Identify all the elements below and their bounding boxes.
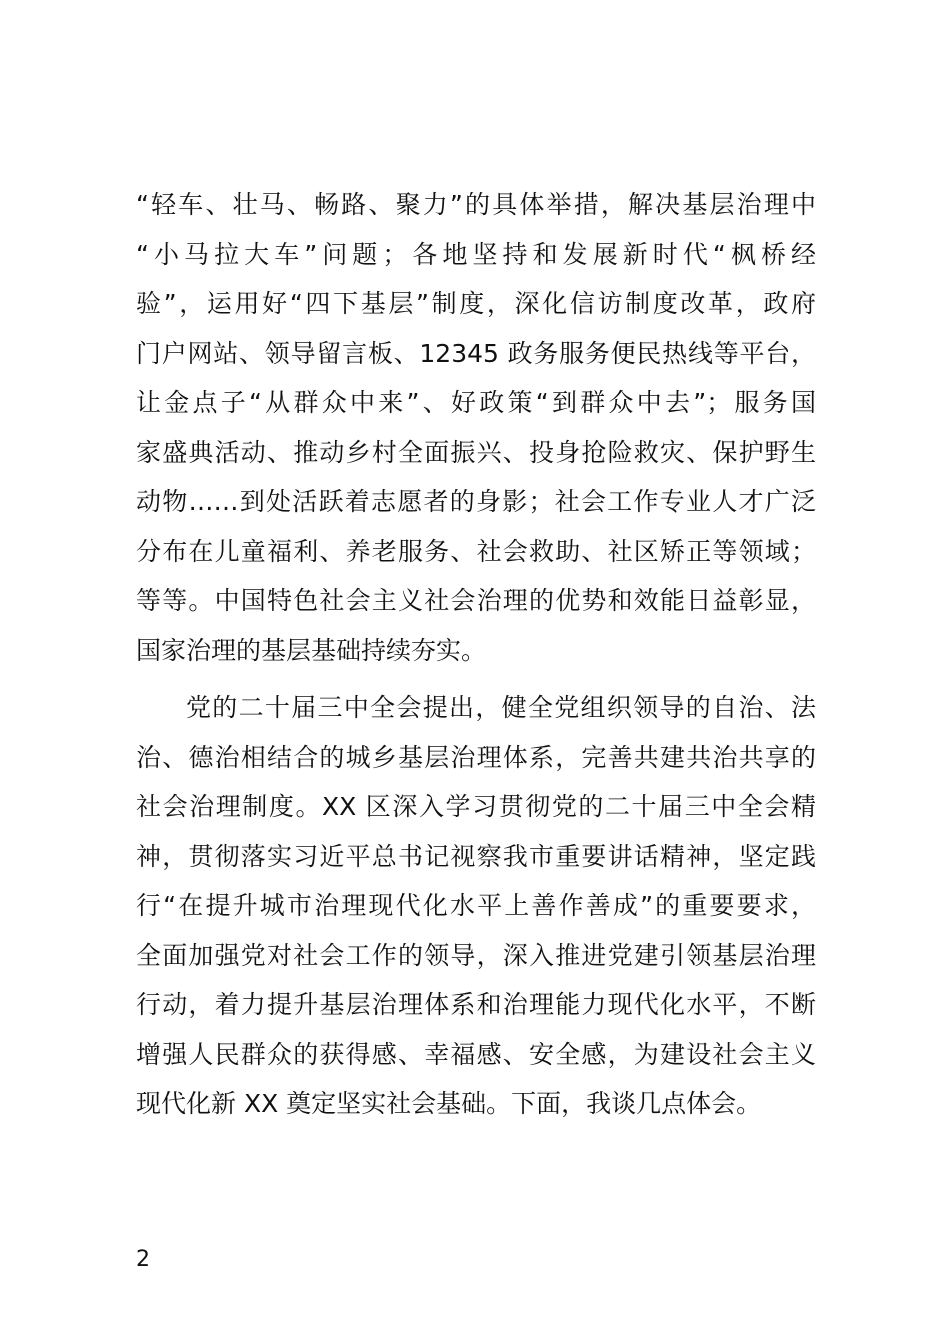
- paragraph-line: 神，贯彻落实习近平总书记视察我市重要讲话精神，坚定践: [136, 841, 816, 871]
- paragraph-line: 治、德治相结合的城乡基层治理体系，完善共建共治共享的: [136, 742, 816, 772]
- paragraph-spacing: [136, 675, 816, 683]
- paragraph-line: 现代化新 XX 奠定坚实社会基础。下面，我谈几点体会。: [136, 1089, 762, 1118]
- page-number: 2: [136, 1247, 150, 1272]
- paragraph-2: [136, 683, 816, 1129]
- paragraph-line: 社会治理制度。XX 区深入学习贯彻党的二十届三中全会精: [136, 792, 816, 821]
- paragraph-1: [136, 180, 816, 675]
- paragraph-line: 验”，运用好“四下基层”制度，深化信访制度改革，政府: [136, 289, 816, 318]
- paragraph-line: 门户网站、领导留言板、12345 政务服务便民热线等平台，: [136, 338, 816, 368]
- paragraph-line: 家盛典活动、推动乡村全面振兴、投身抢险救灾、保护野生: [136, 437, 816, 467]
- paragraph-line: 行动，着力提升基层治理体系和治理能力现代化水平，不断: [136, 990, 816, 1019]
- paragraph-line: 国家治理的基层基础持续夯实。: [136, 635, 487, 665]
- paragraph-line: 全面加强党对社会工作的领导，深入推进党建引领基层治理: [136, 940, 816, 970]
- paragraph-line: 行“在提升城市治理现代化水平上善作善成”的重要要求，: [136, 891, 816, 920]
- paragraph-line: 增强人民群众的获得感、幸福感、安全感，为建设社会主义: [136, 1039, 816, 1069]
- paragraph-line: 让金点子“从群众中来”、好政策“到群众中去”；服务国: [136, 388, 816, 417]
- paragraph-line: 动物……到处活跃着志愿者的身影；社会工作专业人才广泛: [136, 487, 816, 516]
- paragraph-line: “轻车、壮马、畅路、聚力”的具体举措，解决基层治理中: [136, 190, 816, 219]
- paragraph-line: 分布在儿童福利、养老服务、社会救助、社区矫正等领域；: [136, 536, 816, 566]
- paragraph-line: 等等。中国特色社会主义社会治理的优势和效能日益彰显，: [136, 586, 816, 615]
- paragraph-line: “小马拉大车”问题；各地坚持和发展新时代“枫桥经: [136, 239, 816, 269]
- body-text: [136, 180, 816, 1129]
- paragraph-line: 党的二十届三中全会提出，健全党组织领导的自治、法: [186, 693, 816, 722]
